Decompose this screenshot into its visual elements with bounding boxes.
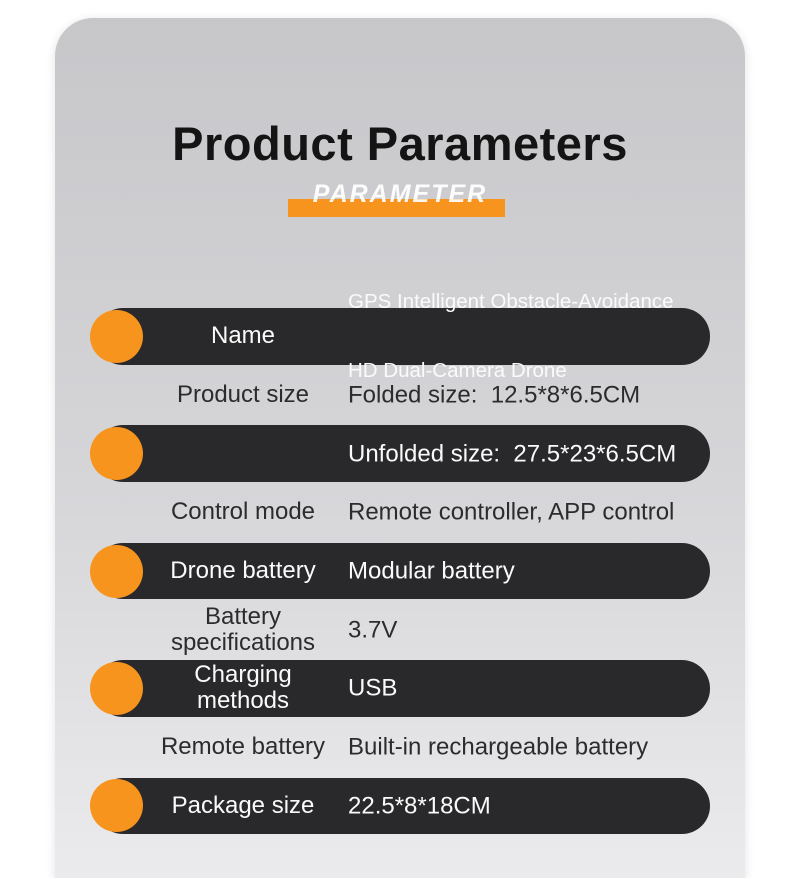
row-value: Unfolded size: 27.5*23*6.5CM <box>348 440 677 468</box>
row-label-line: methods <box>196 687 290 715</box>
product-parameters-card <box>55 18 745 878</box>
parameters-table <box>55 290 745 835</box>
row-value: Built-in rechargeable battery <box>348 733 649 761</box>
orange-dot-icon <box>90 662 143 715</box>
row-value: Folded size: 12.5*8*6.5CM <box>348 381 641 409</box>
table-row-product-size <box>55 366 745 425</box>
row-label: Control mode <box>170 498 316 526</box>
row-value: 22.5*8*18CM <box>348 792 491 820</box>
table-row-control-mode <box>55 483 745 542</box>
row-label <box>141 662 345 714</box>
row-value-line: HD Dual-Camera Drone <box>348 359 567 383</box>
row-value: Modular battery <box>348 557 515 585</box>
row-label: Package size <box>171 791 315 819</box>
orange-dot-icon <box>90 310 143 363</box>
row-value: 3.7V <box>348 616 398 644</box>
table-row-drone-battery <box>55 542 745 601</box>
row-label-line: Battery <box>204 602 282 630</box>
table-row-remote-battery <box>55 718 745 777</box>
table-row-package-size <box>55 777 745 836</box>
row-label: Name <box>210 322 276 350</box>
orange-dot-icon <box>90 427 143 480</box>
parameter-ribbon-label: PARAMETER <box>312 180 488 208</box>
row-label: Drone battery <box>170 557 316 585</box>
orange-dot-icon <box>90 779 143 832</box>
table-row-battery-specifications <box>55 600 745 659</box>
row-label-line: Charging <box>194 661 292 689</box>
table-row-unfolded-size <box>55 424 745 483</box>
row-label: Remote battery <box>160 733 326 761</box>
orange-dot-icon <box>90 545 143 598</box>
row-label <box>141 604 345 656</box>
row-label-line: specifications <box>170 628 316 656</box>
row-value-line: GPS Intelligent Obstacle-Avoidance <box>348 290 674 314</box>
table-row-charging-methods <box>55 659 745 718</box>
table-row-name <box>55 290 745 383</box>
page-title: Product Parameters <box>172 117 628 170</box>
row-value: Remote controller, APP control <box>348 498 675 526</box>
row-label: Product size <box>176 381 310 409</box>
row-value: USB <box>348 674 398 702</box>
